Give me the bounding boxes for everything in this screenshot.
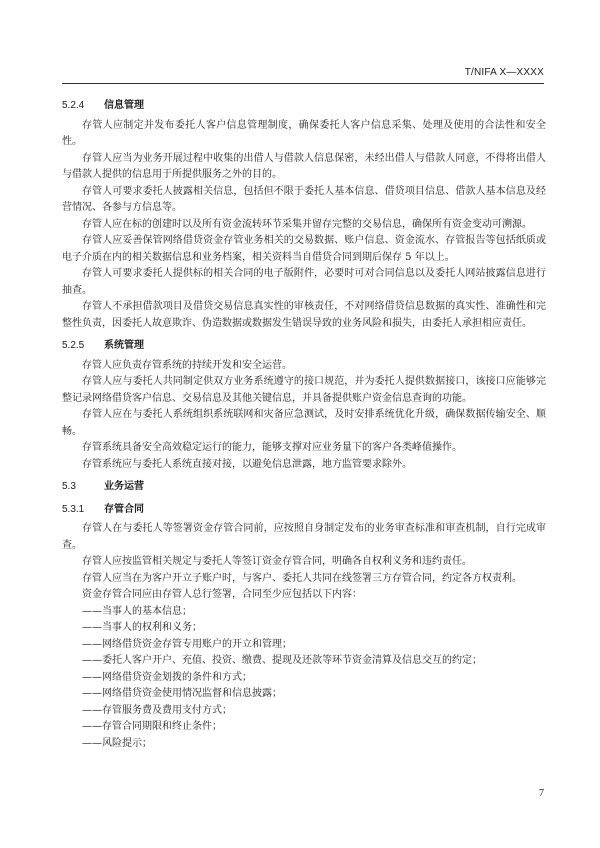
paragraph: 存管人应在与委托人系统组织系统联网和灾备应急测试，及时安排系统优化升级，确保数据传输安全、顺畅。 xyxy=(62,409,546,437)
section-heading xyxy=(62,338,546,355)
list-item: ——存管服务费及费用支付方式； xyxy=(82,704,232,716)
section-number: 5.3 xyxy=(62,481,76,492)
list-item: ——存管合同期限和终止条件； xyxy=(82,721,222,732)
section-number: 5.2.5 xyxy=(62,340,85,351)
paragraph: 存管人可要求委托人披露相关信息，包括但不限于委托人基本信息、借贷项目信息、借款人基本信息及经营情况、各参与方信息等。 xyxy=(62,185,546,213)
list-item: ——当事人的基本信息； xyxy=(82,605,192,617)
section-title: 存管合同 xyxy=(104,503,144,515)
document-body xyxy=(62,92,546,752)
paragraph: 存管人应妥善保管网络借贷资金存管业务相关的交易数据、账户信息、资金流水、存管报告等包括纸质或电子介质在内的相关数据信息和业务档案，相关资料当自借贷合同到期后保存 5 年以上。 xyxy=(62,235,546,263)
header-rule xyxy=(62,83,544,84)
section-number: 5.2.4 xyxy=(62,100,85,111)
paragraph: 存管人在与委托人等签署资金存管合同前，应按照自身制定发布的业务审查标准和审查机制，自行完成审查。 xyxy=(62,523,546,551)
paragraph: 存管人应与委托人共同制定供双方业务系统遵守的接口规范，并为委托人提供数据接口，该接口应能够完整记录网络借贷客户信息、交易信息及其他关键信息，并具备提供账户资金信息查询的功能。 xyxy=(62,376,546,404)
section-heading xyxy=(62,479,546,496)
section-title: 信息管理 xyxy=(104,100,144,111)
paragraph: 存管系统具备安全高效稳定运行的能力，能够支撑对应业务量下的客户各类峰值操作。 xyxy=(82,442,462,453)
list-item: ——网络借贷资金存管专用账户的开立和管理； xyxy=(82,638,292,650)
paragraph: 存管人应当为业务开展过程中收集的出借人与借款人信息保密，未经出借人与借款人同意，不得将出借人与借款人提供的信息用于所提供服务之外的目的。 xyxy=(62,152,546,180)
paragraph: 存管人应负责存管系统的持续开发和安全运营。 xyxy=(82,359,292,371)
section-title: 业务运营 xyxy=(104,481,144,492)
section-heading xyxy=(62,502,546,519)
list-item: ——网络借贷资金划拨的条件和方式； xyxy=(82,671,252,683)
paragraph: 资金存管合同应由存管人总行签署，合同至少应包括以下内容： xyxy=(82,589,362,600)
document-code: T/NIFA X—XXXX xyxy=(464,67,544,78)
paragraph: 存管人应当在为客户开立子账户时，与客户、委托人共同在线签署三方存管合同，约定各方权责利。 xyxy=(82,572,522,584)
list-item: ——委托人客户开户、充值、投资、缴费、提现及还款等环节资金清算及信息交互的约定； xyxy=(82,655,482,666)
paragraph: 存管人应制定并发布委托人客户信息管理制度，确保委托人客户信息采集、处理及使用的合法性和安全性。 xyxy=(62,119,546,147)
section-heading xyxy=(62,98,546,115)
section-number: 5.3.1 xyxy=(62,503,85,515)
section-title: 系统管理 xyxy=(104,340,144,351)
page-number: 7 xyxy=(539,788,544,799)
list-item: ——当事人的权利和义务； xyxy=(82,622,202,633)
paragraph: 存管人应在标的创建时以及所有资金流转环节采集并留存完整的交易信息，确保所有资金变动可溯源。 xyxy=(82,218,532,230)
paragraph: 存管人不承担借款项目及借贷交易信息真实性的审核责任，不对网络借贷信息数据的真实性、准确性和完整性负责，因委托人故意欺诈、伪造数据或数据发生错误导致的业务风险和损失，由委托人承担相应责任。 xyxy=(62,301,546,329)
list-item: ——网络借贷资金使用情况监督和信息披露； xyxy=(82,688,282,699)
paragraph: 存管人可要求委托人提供标的相关合同的电子版附件，必要时可对合同信息以及委托人网站披露信息进行抽查。 xyxy=(62,268,546,296)
paragraph: 存管系统应与委托人系统直接对接，以避免信息泄露，地方监管要求除外。 xyxy=(82,458,412,470)
paragraph: 存管人应按监管相关规定与委托人等签订资金存管合同，明确各自权利义务和违约责任。 xyxy=(82,556,472,567)
list-item: ——风险提示； xyxy=(82,737,152,749)
